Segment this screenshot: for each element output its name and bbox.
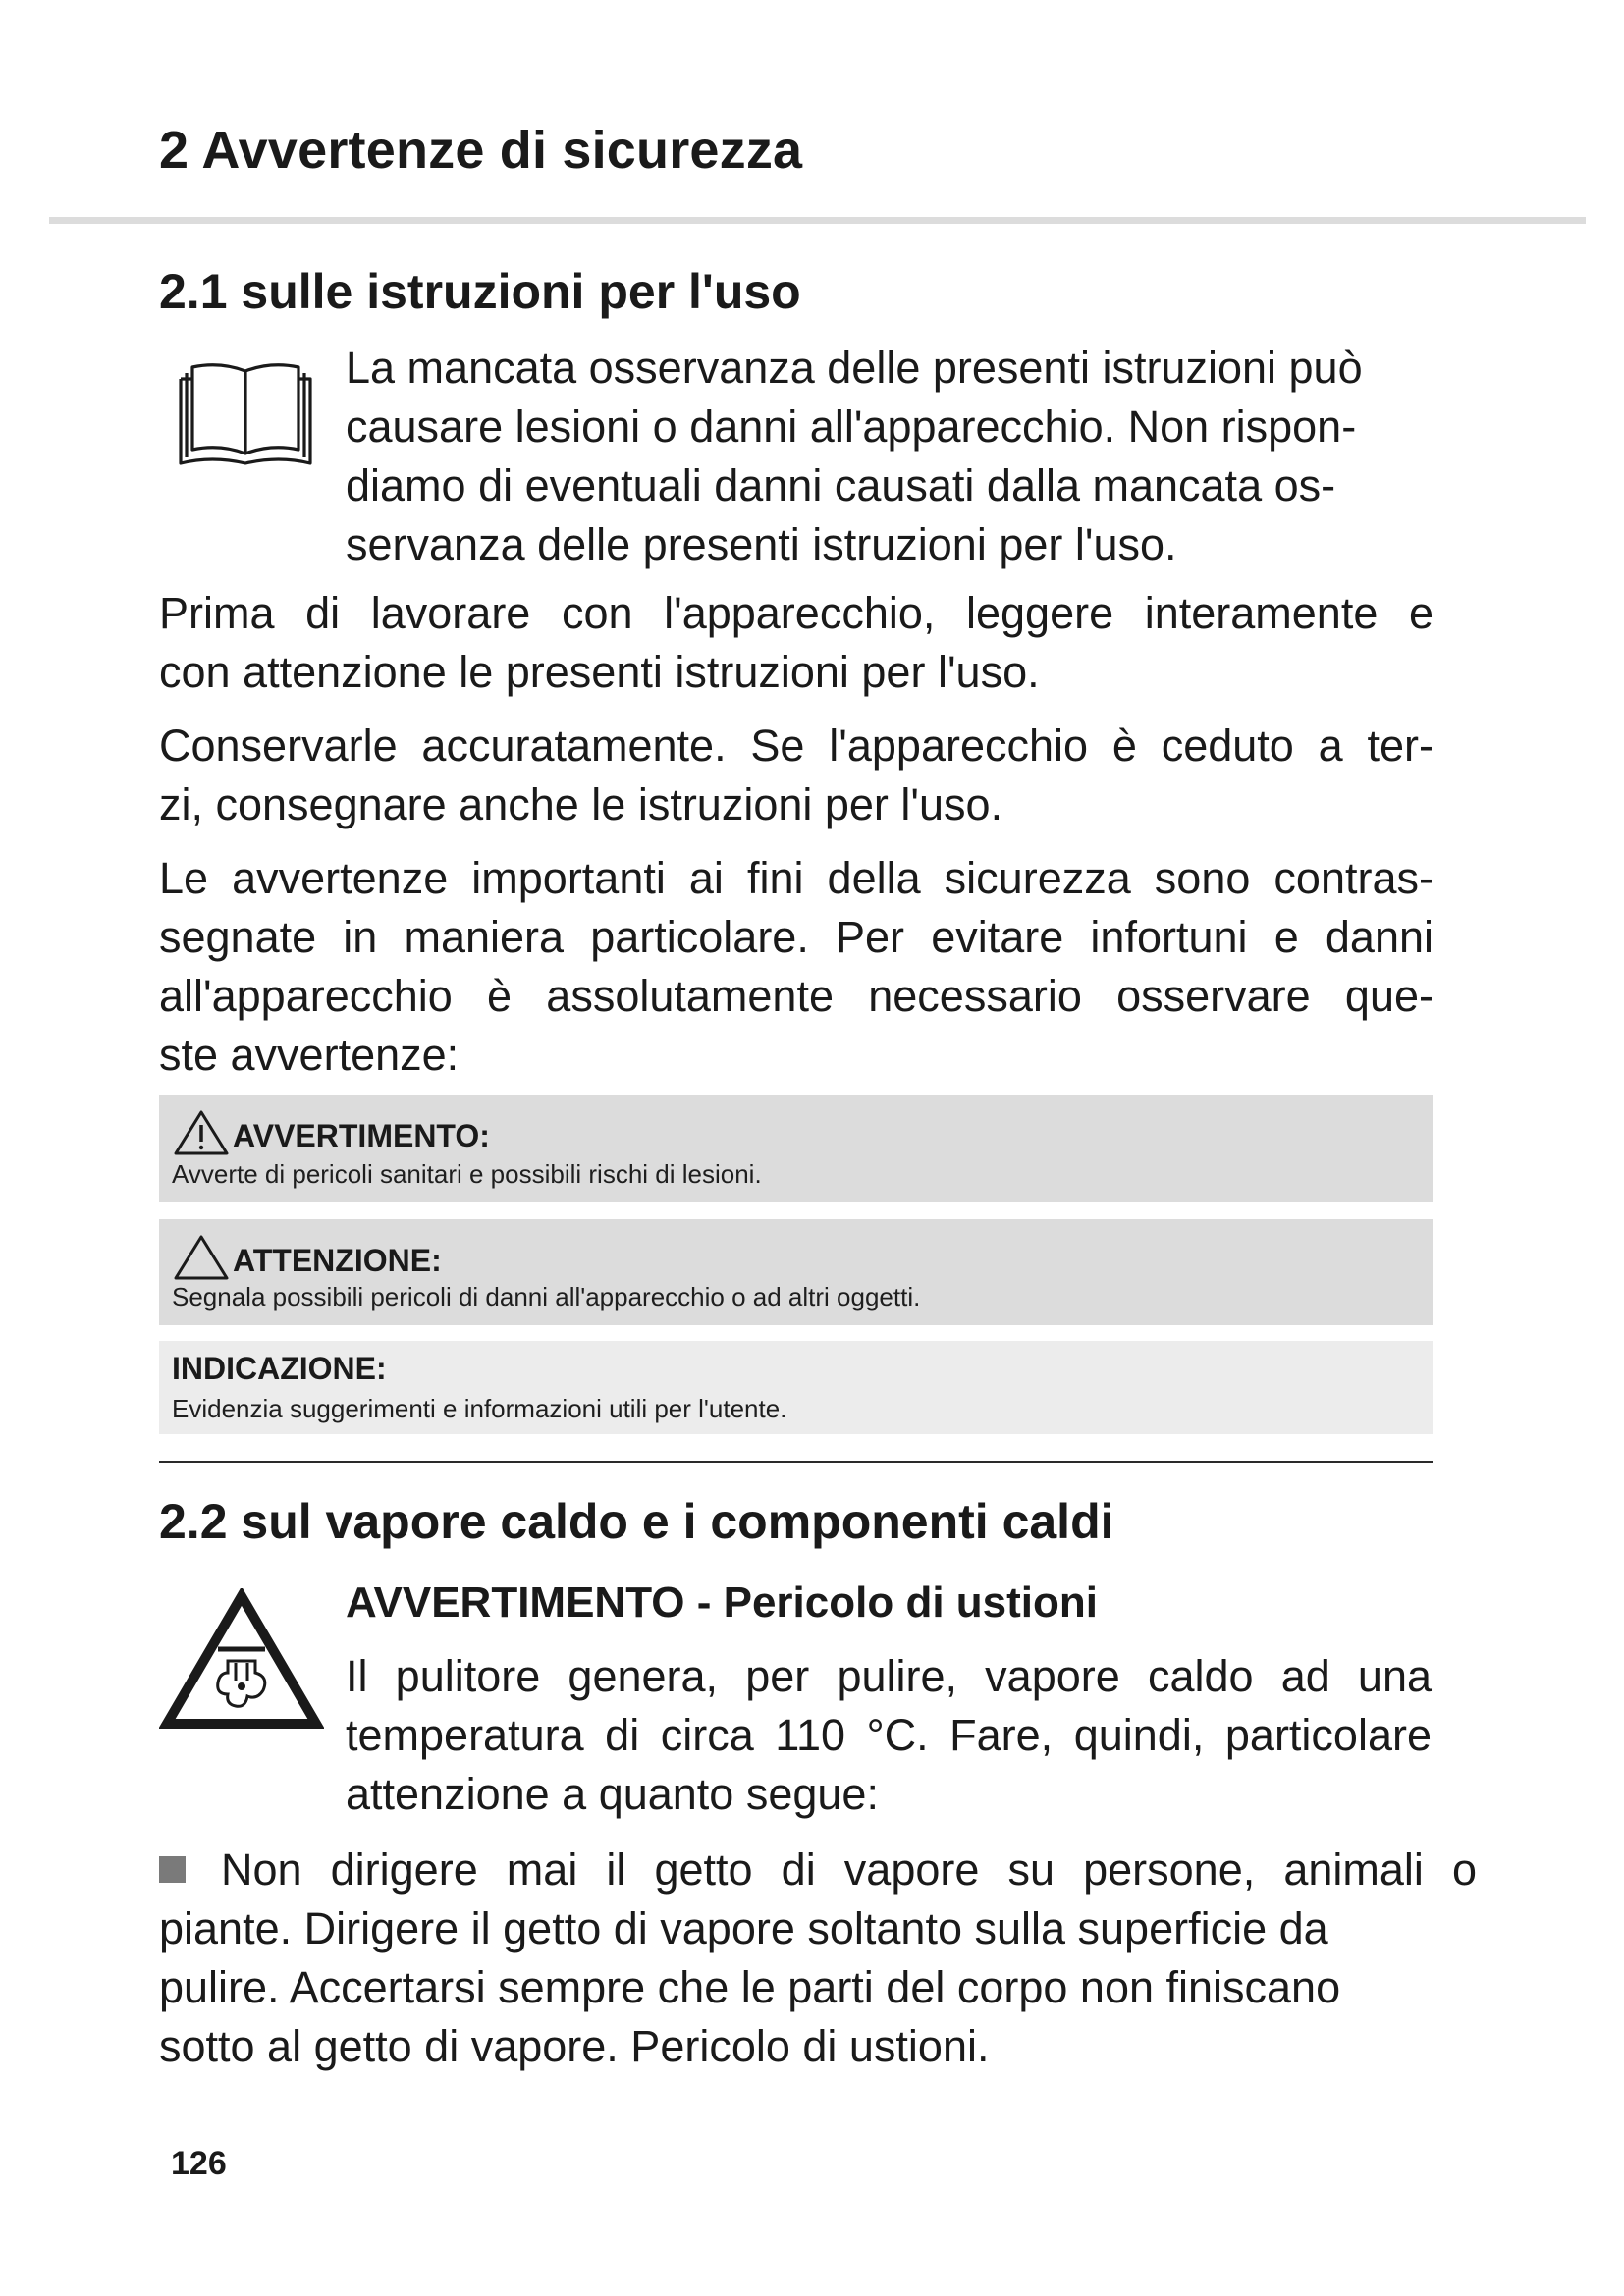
- warning-triangle-icon: [173, 1233, 230, 1287]
- chapter-title: 2 Avvertenze di sicurezza: [159, 121, 803, 180]
- paragraph-read-instructions: [159, 584, 1434, 702]
- paragraph-line: Conservarle accuratamente. Se l'apparecchio è ceduto a ter-: [159, 721, 1434, 771]
- bullet-line: pulire. Accertarsi sempre che le parti del corpo non finiscano: [159, 1962, 1341, 2012]
- bullet-text: Non dirigere mai il getto di vapore su persone, animali o: [221, 1844, 1477, 1895]
- intro-line: causare lesioni o danni all'apparecchio. Non rispon-: [346, 401, 1357, 452]
- paragraph-line: zi, consegnare anche le istruzioni per l'uso.: [159, 779, 1003, 829]
- paragraph-line: ste avvertenze:: [159, 1030, 460, 1080]
- paragraph-line: con attenzione le presenti istruzioni per l'uso.: [159, 647, 1040, 697]
- burn-warning-heading: AVVERTIMENTO - Pericolo di ustioni: [346, 1578, 1098, 1627]
- page-number: 126: [171, 2145, 227, 2182]
- notice-warning: [159, 1095, 1433, 1202]
- section-divider: [159, 1461, 1433, 1463]
- notice-text: Evidenzia suggerimenti e informazioni utili per l'utente.: [172, 1394, 787, 1423]
- paragraph-line: all'apparecchio è assolutamente necessario osservare que-: [159, 971, 1434, 1021]
- hot-steam-warning-icon: [159, 1588, 324, 1734]
- notice-text: Avverte di pericoli sanitari e possibili rischi di lesioni.: [172, 1159, 762, 1189]
- notice-text: Segnala possibili pericoli di danni all'apparecchio o ad altri oggetti.: [172, 1282, 921, 1311]
- section-title-2-2: 2.2 sul vapore caldo e i componenti caldi: [159, 1494, 1114, 1549]
- paragraph-line: temperatura di circa 110 °C. Fare, quindi, particolare: [346, 1710, 1432, 1760]
- paragraph-safety-notices: [159, 849, 1434, 1085]
- section-title-2-1: 2.1 sulle istruzioni per l'uso: [159, 264, 801, 319]
- paragraph-line: attenzione a quanto segue:: [346, 1769, 879, 1819]
- notice-title: INDICAZIONE:: [172, 1351, 387, 1386]
- book-icon: [169, 353, 322, 469]
- notice-title: ATTENZIONE:: [233, 1243, 442, 1278]
- paragraph-keep-instructions: [159, 717, 1434, 834]
- warning-triangle-icon: [173, 1108, 230, 1162]
- intro-paragraph: [346, 339, 1431, 574]
- paragraph-line: Prima di lavorare con l'apparecchio, leggere interamente e: [159, 588, 1434, 638]
- notice-caution: [159, 1219, 1433, 1325]
- bullet-line: piante. Dirigere il getto di vapore soltanto sulla superficie da: [159, 1903, 1328, 1953]
- paragraph-line: Le avvertenze importanti ai fini della sicurezza sono contras-: [159, 853, 1434, 903]
- bullet-line: [159, 1841, 1477, 1899]
- notice-title: AVVERTIMENTO:: [233, 1118, 490, 1153]
- bullet-square-icon: [159, 1856, 186, 1883]
- bullet-line: sotto al getto di vapore. Pericolo di ustioni.: [159, 2021, 990, 2071]
- paragraph-line: Il pulitore genera, per pulire, vapore caldo ad una: [346, 1651, 1432, 1701]
- intro-line: servanza delle presenti istruzioni per l'uso.: [346, 519, 1177, 569]
- paragraph-line: segnate in maniera particolare. Per evitare infortuni e danni: [159, 912, 1434, 962]
- intro-line: diamo di eventuali danni causati dalla mancata os-: [346, 460, 1336, 510]
- intro-line: La mancata osservanza delle presenti istruzioni può: [346, 343, 1363, 393]
- chapter-divider: [49, 217, 1586, 224]
- notice-note: [159, 1341, 1433, 1434]
- burn-warning-paragraph: [346, 1647, 1432, 1824]
- bullet-item: [159, 1841, 1477, 2076]
